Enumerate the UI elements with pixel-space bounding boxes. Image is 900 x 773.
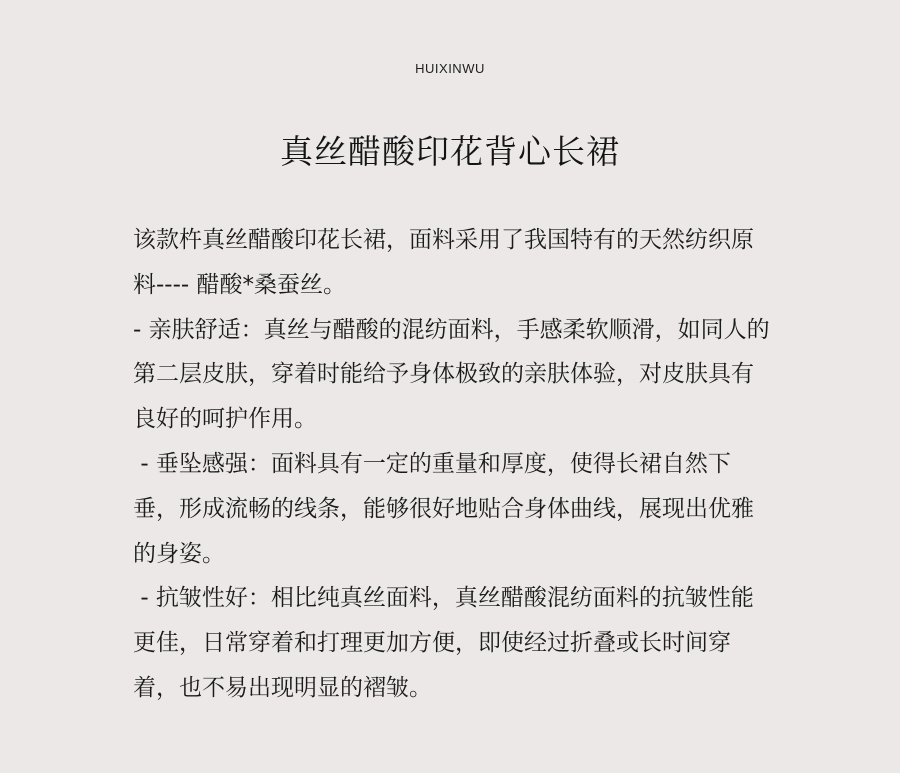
description-intro: 该款杵真丝醋酸印花长裙，面料采用了我国特有的天然纺织原料---- 醋酸*桑蚕丝。 [133,227,754,298]
feature-drape: - 垂坠感强：面料具有一定的重量和厚度，使得长裙自然下垂，形成流畅的线条，能够很好地贴合身体曲线，展现出优雅的身姿。 [133,450,754,567]
feature-skin-comfort: - 亲肤舒适：真丝与醋酸的混纺面料，手感柔软顺滑，如同人的第二层皮肤，穿着时能给予身体极致的亲肤体验，对皮肤具有良好的呵护作用。 [133,316,770,433]
product-description [133,218,773,711]
brand-logo-text: HUIXINWU [415,61,485,76]
feature-wrinkle-resistance: - 抗皱性好：相比纯真丝面料，真丝醋酸混纺面料的抗皱性能更佳，日常穿着和打理更加方便，即使经过折叠或长时间穿着，也不易出现明显的褶皱。 [133,585,754,701]
page-title: 真丝醋酸印花背心长裙 [280,132,620,171]
